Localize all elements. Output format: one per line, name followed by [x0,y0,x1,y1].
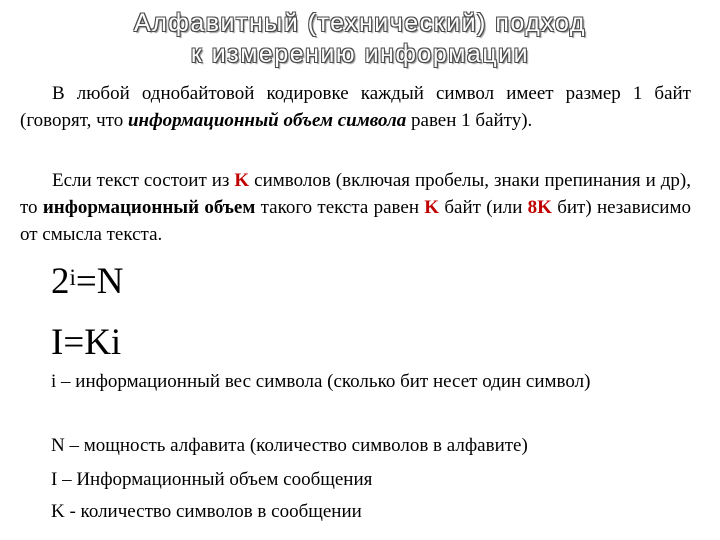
slide-title [0,8,720,70]
formula-volume: I=Ki [51,322,122,363]
formula-rest: =N [75,261,124,302]
para2-k-2: K [424,197,440,218]
para2-text-4: байт (или [439,197,528,218]
formula-power [51,262,123,302]
title-line-2: к измерению информации [190,40,530,68]
formula-exponent: i [69,265,76,290]
para2-text-1: Если текст состоит из [52,170,235,191]
definition-capital-i: I – Информационный объем сообщения [51,469,373,490]
definition-k: K - количество символов в сообщении [51,501,362,522]
formula-base: 2 [51,261,70,302]
definition-i: i – информационный вес символа (сколько бит несет один символ) [51,371,591,392]
para1-text-start: В любой однобайтовой кодировке каждый символ имеет размер 1 байт (говорят, что [20,83,691,131]
para2-8k: 8K [527,197,552,218]
para2-text-2: символов (включая пробелы, знаки препинания и др), то [20,170,691,218]
paragraph-byte-size [20,80,691,134]
para2-k-1: K [234,170,250,191]
title-line-1: Алфавитный (технический) подход [134,9,586,37]
para2-text-5: бит) независимо от смысла текста. [20,197,692,245]
paragraph-text-volume [20,167,691,248]
para2-bold-term: информационный объем [42,197,256,218]
definition-n: N – мощность алфавита (количество символов в алфавите) [51,435,528,456]
para1-text-end: равен 1 байту). [406,110,533,131]
para1-emphasis: информационный объем символа [127,110,407,131]
para2-text-3: такого текста равен [255,197,425,218]
